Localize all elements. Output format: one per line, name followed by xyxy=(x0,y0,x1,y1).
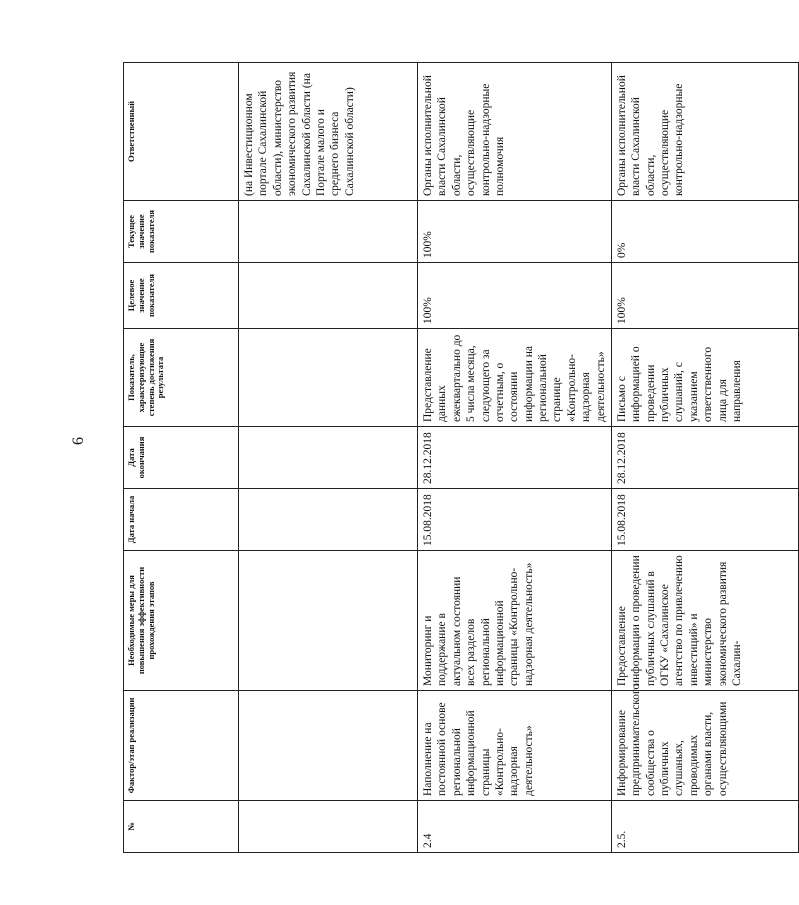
cell-responsible: (на Инвестиционном портале Сахалинской области), министерство экономического развития Сахалинской области (на Портале малого и среднего бизнеса Сахалинской области) xyxy=(239,63,418,201)
cell-factor: Информирование предпринимательского сообщества о публичных слушаньях, проводимых органами власти, осуществляющими xyxy=(611,691,798,801)
cell-factor: Наполнение на постоянной основе региональной информационной страницы «Контрольно-надзорная деятельность» xyxy=(418,691,612,801)
cell-measures: Мониторинг и поддержание в актуальном состоянии всех разделов региональной информационной страницы «Контрольно-надзорная деятельность» xyxy=(418,551,612,691)
cell-start-date xyxy=(239,489,418,551)
table-row xyxy=(239,63,418,853)
cell-number xyxy=(239,801,418,853)
cell-target-value xyxy=(239,263,418,329)
cell-target-value: 100% xyxy=(611,263,798,329)
cell-responsible: Органы исполнительной власти Сахалинской области, осуществляющие контрольно-надзорные полномочия xyxy=(418,63,612,201)
table-row xyxy=(418,63,612,853)
cell-factor xyxy=(239,691,418,801)
cell-measures: Предоставление информации о проведении публичных слушаний в ОГКУ «Сахалинское агентство по привлечению инвестиций» и министерство экономического развития Сахалин- xyxy=(611,551,798,691)
rotated-table-container xyxy=(123,63,743,853)
cell-responsible: Органы исполнительной власти Сахалинской области, осуществляющие контрольно-надзорные xyxy=(611,63,798,201)
cell-indicator: Письмо с информацией о проведении публичных слушаний, с указанием ответственного лица для направления xyxy=(611,329,798,427)
header-responsible: Ответственный xyxy=(124,63,239,201)
page-number: 6 xyxy=(70,437,87,445)
header-target-value: Целевое значение показателя xyxy=(124,263,239,329)
header-number: № xyxy=(124,801,239,853)
table-header-row xyxy=(124,63,239,853)
cell-current-value: 100% xyxy=(418,201,612,263)
cell-number: 2.4 xyxy=(418,801,612,853)
cell-indicator xyxy=(239,329,418,427)
table-row xyxy=(611,63,798,853)
header-factor: Фактор/этап реализации xyxy=(124,691,239,801)
cell-end-date: 28.12.2018 xyxy=(611,427,798,489)
cell-indicator: Представление данных ежеквартально до 5 числа месяца, следующего за отчетным, о состоянии информации на региональной странице «Контрольно-надзорная деятельность» xyxy=(418,329,612,427)
header-measures: Необходимые меры для повышения эффективности прохождения этапов xyxy=(124,551,239,691)
cell-end-date xyxy=(239,427,418,489)
measures-table xyxy=(123,62,799,853)
header-current-value: Текущее значение показателя xyxy=(124,201,239,263)
header-indicator: Показатель, характеризующие степень достижения результата xyxy=(124,329,239,427)
header-start-date: Дата начала xyxy=(124,489,239,551)
cell-current-value xyxy=(239,201,418,263)
cell-start-date: 15.08.2018 xyxy=(611,489,798,551)
cell-number: 2.5. xyxy=(611,801,798,853)
cell-measures xyxy=(239,551,418,691)
cell-end-date: 28.12.2018 xyxy=(418,427,612,489)
cell-current-value: 0% xyxy=(611,201,798,263)
cell-target-value: 100% xyxy=(418,263,612,329)
header-end-date: Дата окончания xyxy=(124,427,239,489)
cell-start-date: 15.08.2018 xyxy=(418,489,612,551)
